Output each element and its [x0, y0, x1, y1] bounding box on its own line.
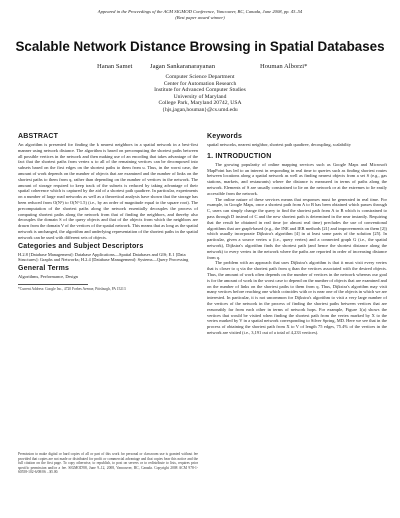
footnote-divider — [18, 284, 88, 285]
author-3: Houman Alborzi* — [260, 63, 308, 70]
affiliation-email: {hjs,jagan,houman}@cs.umd.edu — [162, 106, 238, 113]
author-2: Jagan Sankaranarayanan — [150, 63, 215, 70]
venue-note-line2: (Best paper award winner) — [175, 15, 225, 20]
author-list — [0, 63, 400, 73]
affiliation-line: Institute for Advanced Computer Studies — [154, 87, 246, 94]
right-column — [207, 133, 387, 336]
affiliation-line: College Park, Maryland 20742, USA — [158, 100, 242, 107]
general-terms-heading: General Terms — [18, 265, 70, 273]
copyright-notice: Permission to make digital or hard copies of all or part of this work for personal or classroom use is granted without fee provided that copies are not made or distributed for profit or commercial advantage and that copies bear this notice and the full citation on the first page. To copy otherwise, to republish, to post on servers or to redistribute to lists, requires prior specific permission and/or a fee. SIGMOD'08, June 9–12, 2008, Vancouver, BC, Canada. Copyright 2008 ACM 978-1-60558-102-6/08/06 ...$5.00. — [18, 452, 198, 475]
intro-paragraph-3: The problem with an approach that uses Dijkstra's algorithm is that it must visit every vertex that is closer to q via the shortest path from q than the vertices associated with the desired objects. Thus, the amount of work often depends on the number of vertices in the network whereas our goal is for the amount of work in the worst case to depend on the number of objects that are examined and on the number of links on the shortest paths to them from q. Thus, Dijkstra's algorithm may visit many vertices before reaching one which coincides with or is near one of the objects in which we are interested. In particular, it is not uncommon for Dijkstra's algorithm to visit a very large number of the vertices of the network in the process of finding the shortest paths between vertices that are reasonably far from each other in terms of network hops. For example, Figure 1(a) shows the vertices that would be visited when finding the shortest path from the vertex marked by X to the vertex marked by V in a spatial network corresponding to Silver Spring, MD. Here we see that in the process of obtaining the shortest path from X to V of length 75 edges, 75.4% of the vertices in the network are visited (i.e., 3,191 out of a total of 4,233 vertices). — [207, 260, 387, 335]
author-footnote: *Current Address: Google Inc., 4720 Forbes Avenue, Pittsburgh, PA 15213 — [18, 286, 126, 291]
introduction-heading: 1. INTRODUCTION — [207, 152, 272, 160]
paper-title: Scalable Network Distance Browsing in Spatial Databases — [15, 39, 385, 54]
left-column — [18, 133, 198, 292]
keywords-text: spatial networks, nearest neighbor, shortest path quadtree, decoupling, scalability — [207, 142, 351, 147]
author-1: Hanan Samet — [97, 63, 133, 70]
keywords-heading: Keywords — [207, 133, 243, 140]
affiliation-line: Computer Science Department — [165, 74, 235, 80]
intro-paragraph-1: The growing popularity of online mapping services such as Google Maps and Microsoft MapPoint has led to an interest in responding in real time to queries such as finding shortest routes between locations along a spatial network as well as finding nearest objects from a set S (e.g., gas stations, markets, and restaurants) where the distance is measured in terms of paths along the network. Elements of S are usually constrained to lie on the network or at the extremes to lie easily accessible from the network. — [207, 161, 387, 196]
categories-heading: Categories and Subject Descriptors — [18, 242, 144, 250]
venue-note-line1: Appeared in the Proceedings of the ACM SIGMOD Conference, Vancouver, BC, Canada, June 2008, pp. 43–54 — [97, 9, 303, 14]
categories-text: H.2.8 [Database Management]: Database Applications—Spatial Databases and GIS; E.1 [Data Structures]: Graphs and Networks; H.2.4 [Database Management]: Systems—Query Processing — [18, 251, 189, 263]
affiliation-block — [0, 74, 400, 114]
affiliation-line: Center for Automation Research — [163, 80, 237, 87]
general-terms-text: Algorithms, Performance, Design — [18, 274, 78, 280]
intro-paragraph-2: The online nature of these services means that responses must be generated in real time. For example, in Google Maps, once a shortest path from A to B has been obtained which passes through C, users can simply change the query to find the shortest path from A to B which is constrained to pass through D instead of C and the new shortest path is determined in the near instantly. Requiring that the result be obtained in real time (or almost real time) precludes the use of conventional algorithms that are graph-based (e.g., the INE and IER methods [21] and improvements on them [2]) which usually incorporate Dijkstra's algorithm [4] in at least some parts of the solution [25]. In particular, given a source vertex u (i.e., query vertex) and a connected graph G (i.e., the spatial network), Dijkstra's algorithm finds the shortest path (and hence the shortest distance along the network) to every vertex in the network where the paths are reported in order of increasing distance from q. — [207, 196, 387, 260]
affiliation-line: University of Maryland — [173, 93, 227, 100]
abstract-heading: ABSTRACT — [18, 133, 59, 140]
venue-note — [0, 9, 400, 21]
abstract-text: An algorithm is presented for finding the k nearest neighbors in a spatial network in a best-first manner using network distance. The algorithm is based on precomputing the shortest paths between all possible vertices in the network and then making use of an encoding that takes advantage of the fact that the shortest paths from vertex u to all of the remaining vertices can be decomposed into subsets based on the first edges on the shortest paths to them from u. Thus, in the worst case, the amount of work depends on the number of objects that are examined and the number of links on the shortest paths to them from q, rather than depending on the number of vertices in the network. The amount of storage required to keep track of the subsets is reduced by taking advantage of their spatial coherence which is captured by the aid of a shortest path quadtree. In particular, experiments on a number of large road networks as well as a theoretical analysis have shown that the storage has been reduced from O(N³) to O(N^1.5) (i.e., by an order of magnitude equal to the square root). The precomputation of the shortest paths along the network essentially decouples the process of computing shortest paths along the network from that of finding the neighbors, and thereby also decouples the domain S of the query objects and that of the objects from which the neighbors are drawn from the domain V of the vertices of the spatial network. This means that as long as the spatial network is unchanged, the algorithm and underlying representation of the shortest paths in the spatial network can be used with different sets of objects. — [18, 142, 198, 240]
